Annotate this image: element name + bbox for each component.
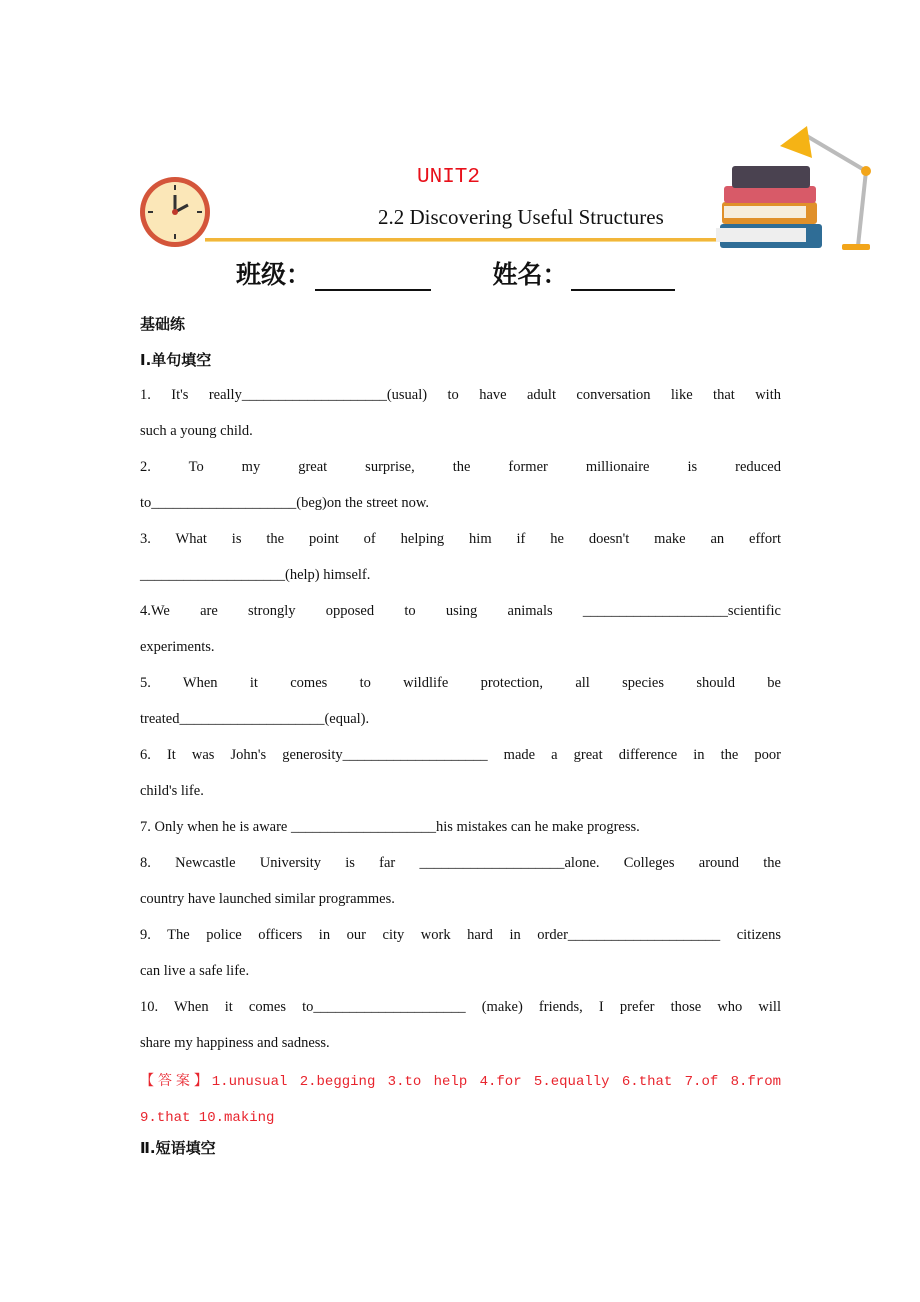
question-9-line-2: can live a safe life.: [140, 963, 250, 979]
name-label: 姓名：: [492, 260, 568, 289]
question-2-line-2: to____________________(beg)on the street now.: [140, 495, 430, 511]
section-heading: 基础练: [140, 315, 186, 333]
answer-line-2: 9.that 10.making: [140, 1110, 275, 1126]
question-1-line-2: such a young child.: [140, 423, 253, 439]
unit-title: UNIT2: [417, 166, 481, 189]
question-8-line-2: country have launched similar programmes.: [140, 891, 395, 907]
header-divider: [205, 238, 725, 242]
question-4-line-1: 4.We are strongly opposed to using animals ____________________scientific: [140, 603, 781, 619]
question-7-line-1: 7. Only when he is aware ____________________his mistakes can he make progress.: [140, 819, 640, 835]
question-6-line-2: child's life.: [140, 783, 204, 799]
student-info-row: [236, 255, 679, 291]
question-4-line-2: experiments.: [140, 639, 215, 655]
books-lamp-icon: [712, 116, 877, 256]
part-two-heading: Ⅱ.短语填空: [140, 1139, 216, 1157]
question-6-line-1: 6. It was John's generosity____________________ made a great difference in the poor: [140, 747, 781, 763]
question-8-line-1: 8. Newcastle University is far ____________________alone. Colleges around the: [140, 855, 781, 871]
name-field[interactable]: [571, 263, 675, 291]
question-9-line-1: 9. The police officers in our city work hard in order_____________________ citizens: [140, 927, 781, 943]
question-3-line-1: 3. What is the point of helping him if he doesn't make an effort: [140, 531, 781, 547]
answer-line-1: 【答案】1.unusual 2.begging 3.to help 4.for 5.equally 6.that 7.of 8.from: [140, 1074, 781, 1090]
question-3-line-2: ____________________(help) himself.: [140, 567, 371, 583]
question-1-line-1: 1. It's really____________________(usual) to have adult conversation like that with: [140, 387, 781, 403]
clock-icon: [138, 175, 214, 249]
question-10-line-2: share my happiness and sadness.: [140, 1035, 330, 1051]
question-10-line-1: 10. When it comes to_____________________ (make) friends, I prefer those who will: [140, 999, 781, 1015]
question-5-line-2: treated____________________(equal).: [140, 711, 370, 727]
question-2-line-1: 2. To my great surprise, the former millionaire is reduced: [140, 459, 781, 475]
lesson-subtitle: 2.2 Discovering Useful Structures: [378, 205, 664, 229]
part-one-heading: Ⅰ.单句填空: [140, 351, 212, 369]
question-5-line-1: 5. When it comes to wildlife protection, all species should be: [140, 675, 781, 691]
class-label: 班级：: [236, 260, 312, 289]
class-field[interactable]: [315, 263, 431, 291]
